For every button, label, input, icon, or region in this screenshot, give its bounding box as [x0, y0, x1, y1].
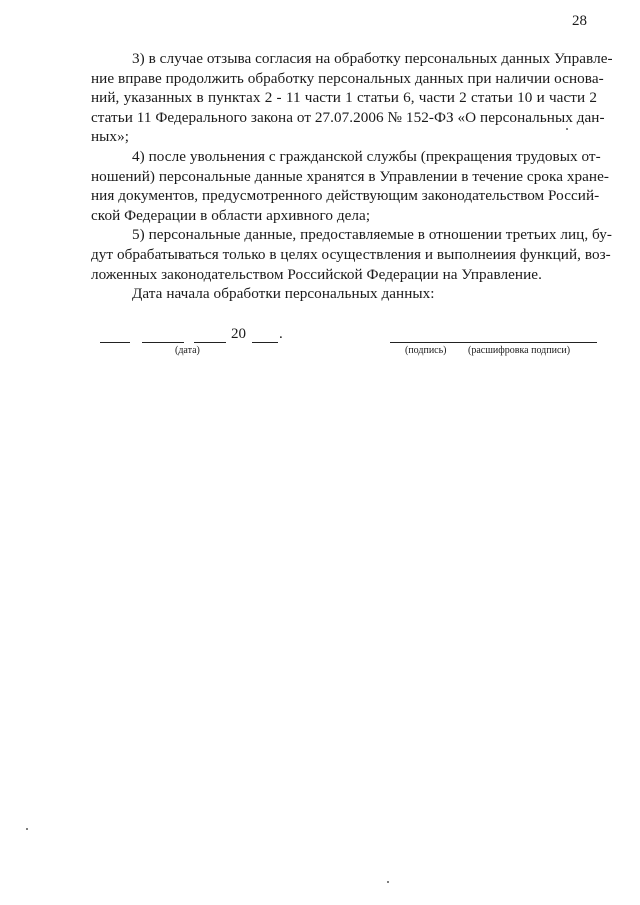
scan-speck: [26, 828, 28, 830]
text-line: статьи 11 Федерального закона от 27.07.2006 № 152-ФЗ «О персональных дан-: [91, 108, 605, 126]
text-line: ных»;: [91, 128, 129, 146]
signature-decode-caption: (расшифровка подписи): [468, 345, 571, 356]
date-month-blank: [142, 342, 184, 343]
text-line: ношений) персональные данные хранятся в Управлении в течение срока хране-: [91, 167, 609, 185]
signature-caption: (подпись): [405, 345, 447, 356]
paragraph-item-5: [91, 225, 612, 284]
date-end-mark: .: [279, 326, 283, 342]
text-line: 3) в случае отзыва согласия на обработку персональных данных Управле-: [132, 50, 613, 67]
page-number: 28: [572, 13, 587, 29]
processing-start-paragraph: [91, 284, 597, 304]
text-line: ний, указанных в пунктах 2 - 11 части 1 статьи 6, части 2 статьи 10 и части 2: [91, 89, 597, 107]
date-month-blank-end: [194, 342, 226, 343]
text-line: дут обрабатываться только в целях осуществления и выполнеиия функций, воз-: [91, 245, 611, 263]
text-line: 5) персональные данные, предоставляемые в отношении третьих лиц, бу-: [132, 226, 612, 244]
signature-block: [0, 323, 640, 363]
scan-speck: [387, 881, 389, 883]
text-line: Дата начала обработки персональных данных:: [132, 285, 435, 303]
text-line: 4) после увольнения с гражданской службы (прекращения трудовых от-: [132, 147, 601, 165]
text-line: ской Федерации в области архивного дела;: [91, 206, 371, 224]
year-prefix: 20: [231, 326, 246, 342]
signature-blank: [390, 342, 597, 343]
date-caption: (дата): [175, 345, 200, 356]
text-line: ложенных законодательством Российской Федерации на Управление.: [91, 265, 542, 283]
date-day-blank: [100, 342, 130, 343]
text-line: ния документов, предусмотренного действующим законодательством Россий-: [91, 187, 600, 205]
document-body: [91, 49, 613, 304]
paragraph-item-4: [91, 147, 609, 225]
text-line: ние вправе продолжить обработку персональных данных при наличии основа-: [91, 69, 604, 87]
date-year-blank: [252, 342, 278, 343]
scan-speck: [566, 128, 568, 130]
paragraph-item-3: [91, 49, 613, 147]
